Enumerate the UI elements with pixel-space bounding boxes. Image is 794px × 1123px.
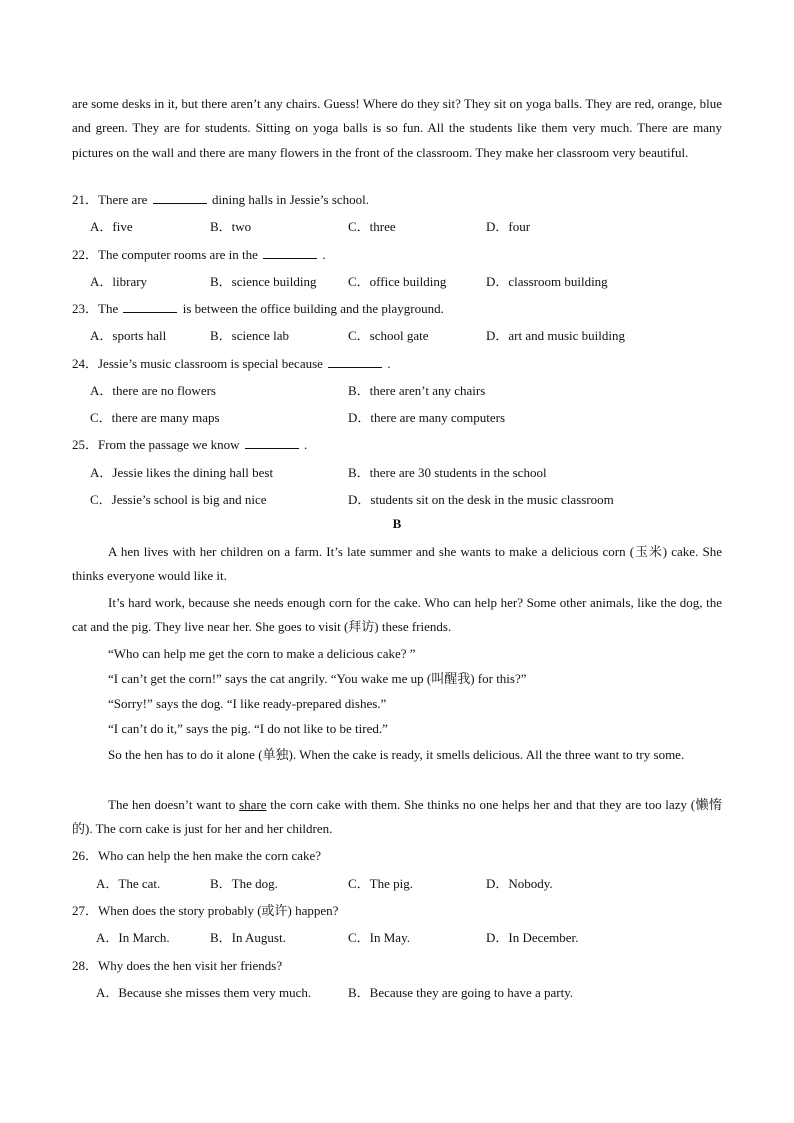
q22-option-d[interactable]: D．classroom building xyxy=(486,274,608,289)
question-27: 27．When does the story probably (或许) happen? xyxy=(72,903,339,918)
q24-option-a[interactable]: A．there are no flowers xyxy=(90,383,216,398)
q22-stem-start: 22．The computer rooms are in the xyxy=(72,247,258,262)
answer-blank xyxy=(328,355,382,368)
q24-option-b[interactable]: B．there aren’t any chairs xyxy=(348,383,486,398)
q21-stem-start: 21．There are xyxy=(72,192,148,207)
q26-option-b[interactable]: B．The dog. xyxy=(210,876,278,891)
passage-b-dialogue-dog: “Sorry!” says the dog. “I like ready-prepared dishes.” xyxy=(108,696,387,711)
q27-option-c[interactable]: C．In May. xyxy=(348,930,410,945)
q26-option-d[interactable]: D．Nobody. xyxy=(486,876,553,891)
q21-option-a[interactable]: A．five xyxy=(90,219,133,234)
q23-stem-start: 23．The xyxy=(72,301,119,316)
q25-stem-end: . xyxy=(304,437,308,452)
question-28: 28．Why does the hen visit her friends? xyxy=(72,958,283,973)
q24-stem-start: 24．Jessie’s music classroom is special because xyxy=(72,356,323,371)
q25-option-d[interactable]: D．students sit on the desk in the music classroom xyxy=(348,492,614,507)
answer-blank xyxy=(153,191,207,204)
answer-blank xyxy=(245,436,299,449)
q26-option-c[interactable]: C．The pig. xyxy=(348,876,413,891)
question-22 xyxy=(72,245,326,265)
underlined-word-share: share xyxy=(239,797,267,812)
q27-option-b[interactable]: B．In August. xyxy=(210,930,286,945)
q24-option-d[interactable]: D．there are many computers xyxy=(348,410,506,425)
answer-blank xyxy=(263,246,317,259)
q22-option-a[interactable]: A．library xyxy=(90,274,148,289)
question-25 xyxy=(72,435,307,455)
p8-end: the corn cake with them. She thinks no one helps her and that they are too lazy (懒惰的). The corn cake is just for her and her children. xyxy=(72,797,722,837)
question-24 xyxy=(72,354,391,374)
q24-option-c[interactable]: C．there are many maps xyxy=(90,410,220,425)
q25-option-b[interactable]: B．there are 30 students in the school xyxy=(348,465,547,480)
passage-a-continuation: are some desks in it, but there aren’t any chairs. Guess! Where do they sit? They sit on yoga balls. They are red, orange, blue and green. They are for students. Sitting on yoga balls is so fun. All the students like them very much. There are many pictures on the wall and there are many flowers in the front of the classroom. They make her classroom very beautiful. xyxy=(72,96,722,160)
q22-option-c[interactable]: C．office building xyxy=(348,274,447,289)
q24-stem-end: . xyxy=(387,356,391,371)
section-b-title: B xyxy=(392,516,402,531)
q22-option-b[interactable]: B．science building xyxy=(210,274,317,289)
q25-stem-start: 25．From the passage we know xyxy=(72,437,240,452)
q23-option-b[interactable]: B．science lab xyxy=(210,328,290,343)
q25-option-a[interactable]: A．Jessie likes the dining hall best xyxy=(90,465,274,480)
q25-option-c[interactable]: C．Jessie’s school is big and nice xyxy=(90,492,267,507)
passage-b-dialogue-hen: “Who can help me get the corn to make a delicious cake? ” xyxy=(108,646,416,661)
p8-start: The hen doesn’t want to xyxy=(108,797,236,812)
q23-option-c[interactable]: C．school gate xyxy=(348,328,429,343)
passage-b-dialogue-pig: “I can’t do it,” says the pig. “I do not like to be tired.” xyxy=(108,721,388,736)
passage-b-paragraph-2: It’s hard work, because she needs enough corn for the cake. Who can help her? Some other animals, like the dog, the cat and the pig. They live near her. She goes to visit (拜访) these friends. xyxy=(72,595,722,635)
q21-stem-end: dining halls in Jessie’s school. xyxy=(211,192,370,207)
q26-option-a[interactable]: A．The cat. xyxy=(96,876,161,891)
passage-b-paragraph-8 xyxy=(72,793,722,842)
q23-stem-end: is between the office building and the playground. xyxy=(182,301,444,316)
question-26: 26．Who can help the hen make the corn cake? xyxy=(72,848,322,863)
q21-option-b[interactable]: B．two xyxy=(210,219,252,234)
q28-option-a[interactable]: A．Because she misses them very much. xyxy=(96,985,312,1000)
q22-stem-end: . xyxy=(322,247,326,262)
q23-option-d[interactable]: D．art and music building xyxy=(486,328,626,343)
passage-b-paragraph-7: So the hen has to do it alone (单独). When the cake is ready, it smells delicious. All the three want to try some. xyxy=(108,747,685,762)
q27-option-a[interactable]: A．In March. xyxy=(96,930,170,945)
q21-option-d[interactable]: D．four xyxy=(486,219,531,234)
q23-option-a[interactable]: A．sports hall xyxy=(90,328,167,343)
answer-blank xyxy=(123,300,177,313)
question-21 xyxy=(72,190,369,210)
passage-b-paragraph-1: A hen lives with her children on a farm. It’s late summer and she wants to make a delicious corn (玉米) cake. She thinks everyone would like it. xyxy=(72,544,722,584)
passage-b-dialogue-cat: “I can’t get the corn!” says the cat angrily. “You wake me up (叫醒我) for this?” xyxy=(108,671,527,686)
question-23 xyxy=(72,299,444,319)
q28-option-b[interactable]: B．Because they are going to have a party. xyxy=(348,985,574,1000)
q21-option-c[interactable]: C．three xyxy=(348,219,396,234)
q27-option-d[interactable]: D．In December. xyxy=(486,930,579,945)
